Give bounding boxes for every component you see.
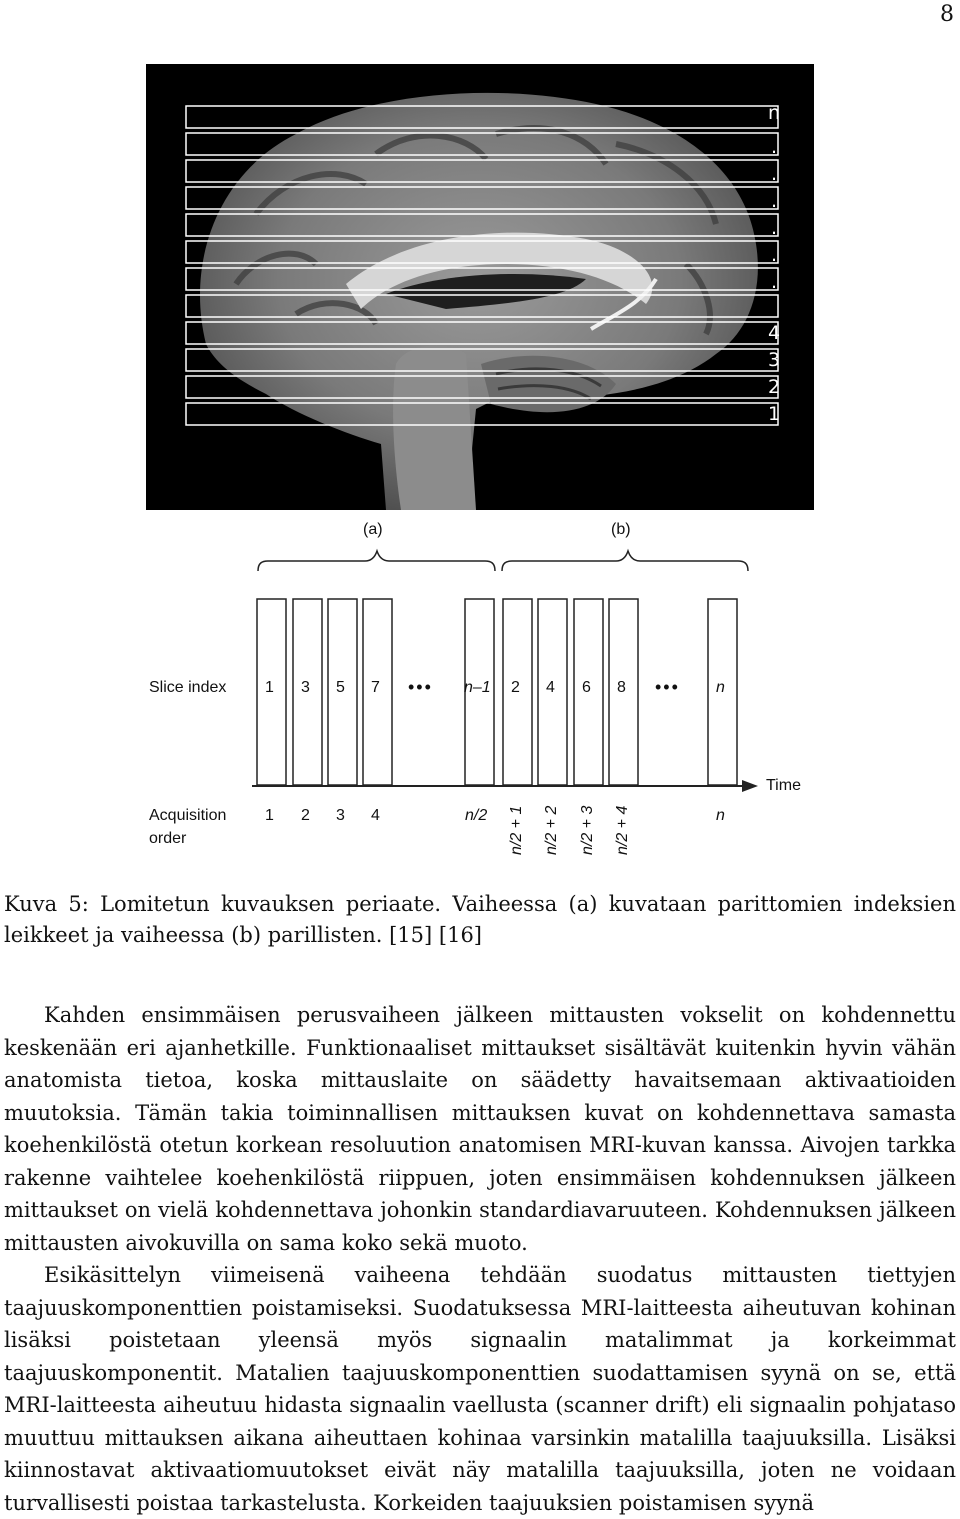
slice-index-value: 1 [265, 679, 274, 696]
acquisition-order-value: n/2 + 4 [614, 805, 631, 855]
slice-label: . [770, 271, 778, 293]
slice-index-value: 7 [371, 679, 380, 696]
paragraph: Kahden ensimmäisen perusvaiheen jälkeen mittausten vokselit on kohdennettu keskenään eri ajanhetkille. Funktionaaliset mittaukset sisältävät kuitenkin hyvin vähän anatomista tietoa, koska mittauslaite on säädetty havaitsemaan aktivaatioiden muutoksia. Tämän takia toiminnallisen mittauksen kuvat on kohdennettava samasta koehenkilöstä otetun korkean resoluution anatomisen MRI-kuvan kanssa. Aivojen tarkka rakenne vaihtelee koehenkilöstä riippuen, joten ensimmäisen kohdennuksen jälkeen mittaukset on vielä kohdennettava johonkin standardiavaruuteen. Kohdennuksen jälkeen mittausten aivokuvilla on sama koko sekä muoto. [4, 1003, 956, 1255]
slice-label: 2 [767, 376, 781, 398]
slice-label: . [770, 190, 778, 212]
acquisition-order-value: 2 [301, 807, 310, 824]
slice-label: n [767, 102, 781, 124]
acquisition-order-value: n/2 + 1 [508, 805, 525, 855]
body-text [4, 999, 956, 1519]
slice-index-value: 3 [301, 679, 310, 696]
slice-index-value: 4 [546, 679, 555, 696]
slice-index-value: n–1 [464, 679, 491, 696]
slice-index-label: Slice index [149, 679, 227, 696]
slice-index-value: 8 [617, 679, 626, 696]
acquisition-order-label-line2: order [149, 830, 187, 847]
slice-label: . [770, 244, 778, 266]
time-axis-label: Time [766, 777, 801, 794]
paragraph: Esikäsittelyn viimeisenä vaiheena tehdään suodatus mittausten tiettyjen taajuuskomponenttien poistamiseksi. Suodatuksessa MRI-laitteesta aiheutuvan kohinan lisäksi poistetaan yleensä myös signaalin matalimmat ja korkeimmat taajuuskomponentit. Matalien taajuuskomponenttien suodattamisen syynä on se, että MRI-laitteesta aiheutuu hidasta signaalin vaellusta (scanner drift) eli signaalin pohjataso muuttuu mittauksen aikana aiheuttaen kohinaa varsinkin matalilla taajuuksilla. Lisäksi kiinnostavat aktivaatiomuutokset eivät näy matalilla taajuuksilla, joten ne voidaan turvallisesti poistaa tarkastelusta. Korkeiden taajuuksien poistamisen syynä [4, 1263, 956, 1515]
acquisition-order-value: n/2 [465, 807, 488, 824]
slice-label: 1 [767, 403, 781, 425]
slice-index-value: 5 [336, 679, 345, 696]
phase-a-label: (a) [363, 521, 383, 538]
acquisition-order-label-line1: Acquisition [149, 807, 227, 824]
slice-index-value: 2 [511, 679, 520, 696]
figure-caption: Kuva 5: Lomitetun kuvauksen periaate. Vaiheessa (a) kuvataan parittomien indeksien leikkeet ja vaiheessa (b) parillisten. [15] [16] [4, 892, 956, 947]
interleaved-acquisition-diagram [140, 515, 820, 860]
slice-label: 4 [767, 322, 781, 344]
slice-label: . [770, 217, 778, 239]
acquisition-order-value: 3 [336, 807, 345, 824]
acquisition-order-value: n/2 + 3 [579, 805, 596, 855]
slice-index-value: 6 [582, 679, 591, 696]
slice-label: . [770, 163, 778, 185]
acquisition-order-value: 1 [265, 807, 274, 824]
acquisition-order-value: n/2 + 2 [543, 805, 560, 855]
page-number: 8 [940, 2, 954, 27]
slice-label: . [770, 136, 778, 158]
slice-index-ellipsis: ••• [408, 677, 433, 697]
acquisition-order-value: n [716, 807, 725, 824]
slice-index-value: n [716, 679, 725, 696]
phase-b-label: (b) [611, 521, 631, 538]
mri-sagittal-image [146, 64, 814, 510]
acquisition-order-value: 4 [371, 807, 380, 824]
slice-index-ellipsis: ••• [655, 677, 680, 697]
slice-label: 3 [767, 349, 781, 371]
